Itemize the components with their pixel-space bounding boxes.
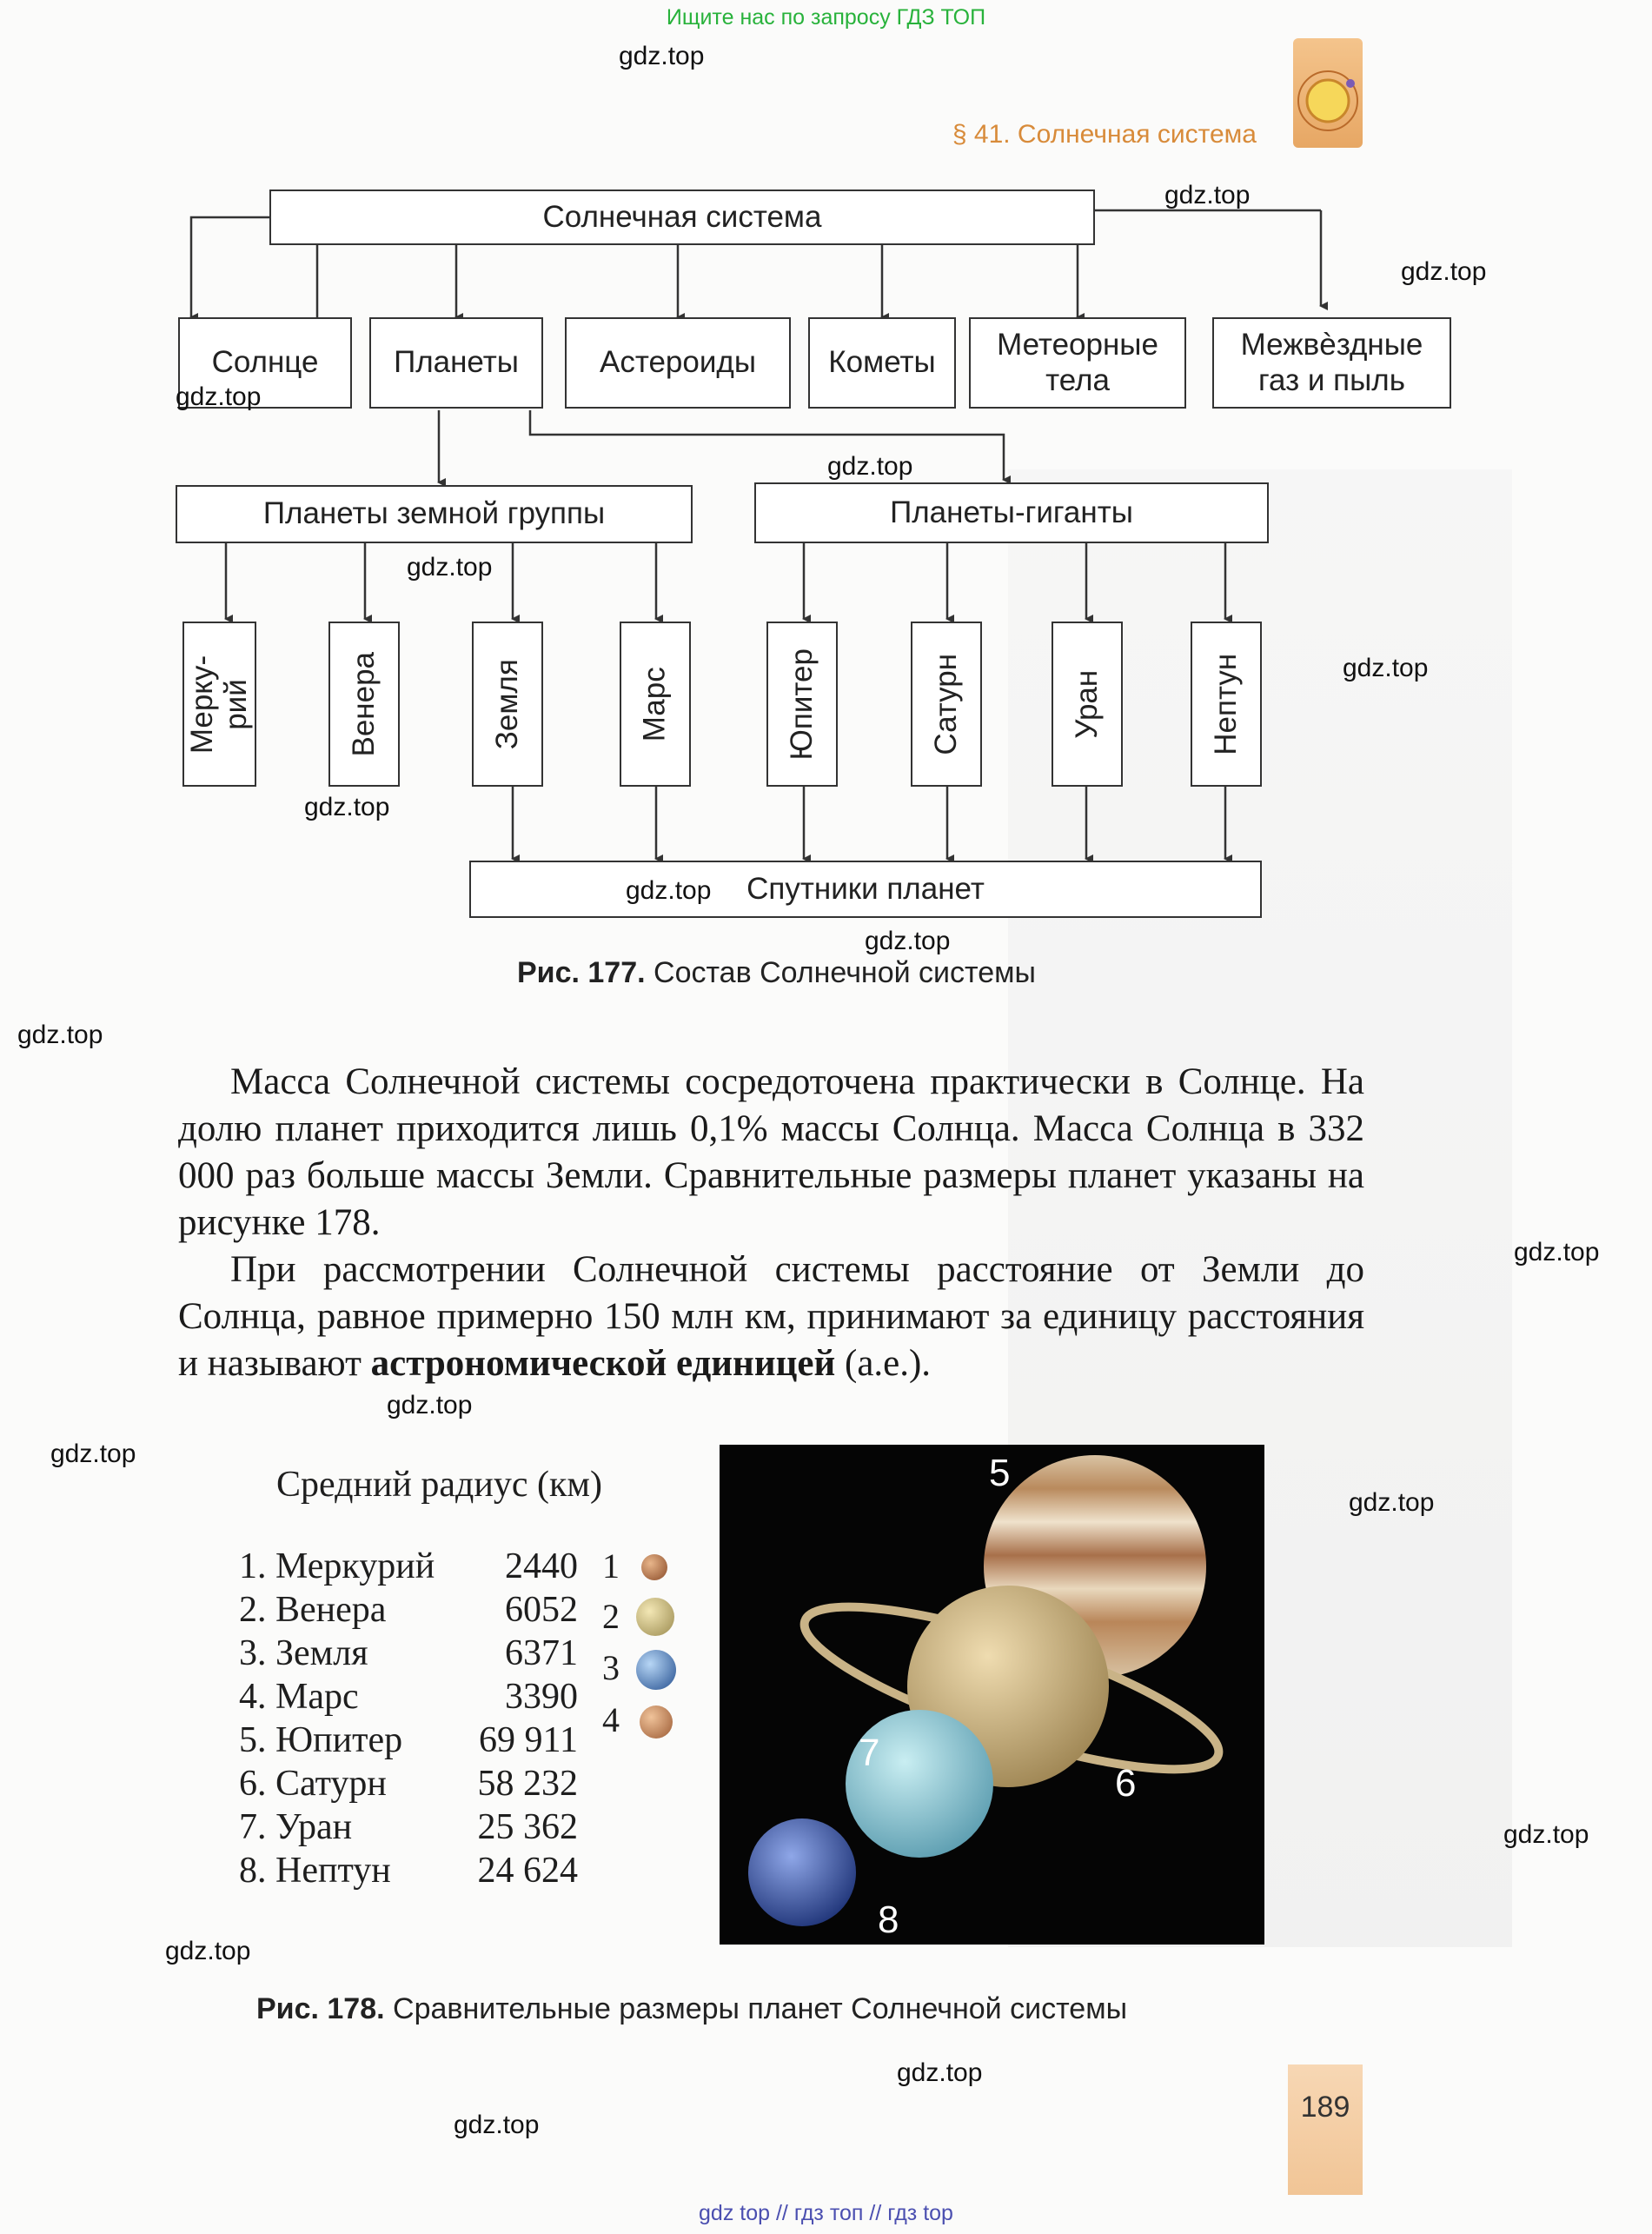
radius-value: 24 624 (477, 1851, 578, 1891)
radius-value: 6371 (505, 1633, 578, 1673)
giant-planets-photo (720, 1445, 1264, 1945)
watermark[interactable]: gdz.top (1401, 257, 1487, 286)
radius-value: 3390 (505, 1677, 578, 1717)
photo-label-6: 6 (1115, 1762, 1137, 1805)
watermark[interactable]: gdz.top (50, 1439, 136, 1468)
box-neptune (1191, 622, 1262, 787)
watermark[interactable]: gdz.top (17, 1021, 103, 1049)
figure-178-caption (256, 1992, 1127, 2026)
venus-label: Венера (346, 651, 381, 757)
mars-image (640, 1705, 673, 1739)
mercury-image (641, 1554, 667, 1580)
photo-label-8: 8 (878, 1898, 899, 1941)
planet-number-1: 1 (602, 1546, 620, 1586)
radius-row (239, 1806, 578, 1850)
photo-label-5: 5 (989, 1452, 1011, 1494)
body-text (178, 1059, 1364, 1387)
radius-row (239, 1676, 578, 1719)
paragraph-2 (178, 1247, 1364, 1387)
planet-number-4: 4 (602, 1700, 620, 1739)
figure-177-number: Рис. 177. (517, 956, 646, 989)
radius-planet-name: 1. Меркурий (239, 1546, 435, 1586)
figure-178-number: Рис. 178. (256, 1992, 385, 2025)
radius-planet-name: 2. Венера (239, 1590, 387, 1630)
mercury-label: Мерку-рий (185, 655, 253, 754)
box-saturn (911, 622, 982, 787)
saturn-label: Сатурн (928, 653, 963, 755)
neptune-image (748, 1818, 856, 1926)
box-venus (328, 622, 400, 787)
jupiter-label: Юпитер (784, 648, 819, 761)
gas-dust-label: Межвѐздные газ и пыль (1240, 328, 1423, 397)
bottom-banner[interactable]: gdz top // гдз топ // гдз top (699, 2201, 953, 2225)
box-comets: Кометы (808, 317, 956, 409)
top-banner[interactable]: Ищите нас по запросу ГДЗ ТОП (666, 5, 986, 30)
radius-planet-name: 6. Сатурн (239, 1764, 387, 1804)
radius-value: 25 362 (477, 1807, 578, 1847)
earth-image (636, 1650, 676, 1690)
box-uranus (1052, 622, 1123, 787)
radius-value: 58 232 (477, 1764, 578, 1804)
box-gas-dust (1212, 317, 1451, 409)
figure-177-text: Состав Солнечной системы (654, 956, 1036, 989)
box-jupiter (766, 622, 838, 787)
box-mercury (182, 622, 256, 787)
box-satellites: Спутники планет (469, 861, 1262, 918)
neptune-label: Нептун (1208, 653, 1243, 755)
box-meteors (969, 317, 1186, 409)
uranus-label: Уран (1069, 669, 1104, 739)
radius-row (239, 1632, 578, 1676)
radius-value: 2440 (505, 1546, 578, 1586)
radius-planet-name: 5. Юпитер (239, 1720, 403, 1760)
meteors-label: Метеорные тела (997, 328, 1158, 397)
photo-label-7: 7 (859, 1732, 880, 1774)
watermark[interactable]: gdz.top (1164, 181, 1251, 209)
watermark[interactable]: gdz.top (1514, 1238, 1600, 1267)
box-solar-system: Солнечная система (269, 189, 1095, 245)
watermark[interactable]: gdz.top (1349, 1488, 1435, 1517)
watermark[interactable]: gdz.top (626, 876, 712, 905)
radius-value: 6052 (505, 1590, 578, 1630)
planets-illustration (720, 1445, 1264, 1945)
radius-planet-name: 8. Нептун (239, 1851, 391, 1891)
radius-row (239, 1719, 578, 1763)
watermark[interactable]: gdz.top (454, 2111, 540, 2139)
venus-image (636, 1598, 674, 1636)
box-earth (472, 622, 543, 787)
radius-row (239, 1850, 578, 1893)
box-planets: Планеты (369, 317, 543, 409)
radius-row (239, 1546, 578, 1589)
box-terrestrial: Планеты земной группы (176, 485, 693, 543)
watermark[interactable]: gdz.top (1503, 1820, 1589, 1849)
watermark[interactable]: gdz.top (304, 793, 390, 821)
watermark[interactable]: gdz.top (387, 1391, 473, 1420)
page-number-tab (1288, 2064, 1363, 2195)
watermark[interactable]: gdz.top (165, 1937, 251, 1965)
radius-planet-name: 4. Марс (239, 1677, 359, 1717)
watermark[interactable]: gdz.top (619, 42, 705, 70)
watermark[interactable]: gdz.top (407, 553, 493, 582)
radius-title: Средний радиус (км) (276, 1465, 602, 1505)
radius-planet-name: 7. Уран (239, 1807, 353, 1847)
box-mars (620, 622, 691, 787)
radius-row (239, 1763, 578, 1806)
figure-177-caption (517, 956, 1036, 990)
watermark[interactable]: gdz.top (827, 452, 913, 481)
box-giants: Планеты-гиганты (754, 482, 1269, 543)
page-number: 189 (1300, 2091, 1350, 2124)
section-header: § 41. Солнечная система (952, 120, 1257, 149)
mars-label: Марс (637, 667, 672, 741)
radius-value: 69 911 (479, 1720, 578, 1760)
paragraph-2-text: При рассмотрении Солнечной системы расстояние от Земли до Солнца, равное примерно 150 млн км, принимают за единицу расстояния и называют (178, 1249, 1364, 1384)
figure-178-text: Сравнительные размеры планет Солнечной системы (393, 1992, 1128, 2025)
earth-label: Земля (489, 658, 524, 750)
astronomical-unit-term: астрономической единицей (370, 1343, 836, 1384)
watermark[interactable]: gdz.top (865, 927, 951, 955)
planet-number-2: 2 (602, 1597, 620, 1636)
box-sun: Солнце (178, 317, 352, 409)
radius-row (239, 1589, 578, 1632)
watermark[interactable]: gdz.top (176, 382, 262, 411)
watermark[interactable]: gdz.top (1343, 654, 1429, 682)
radius-planet-name: 3. Земля (239, 1633, 368, 1673)
box-asteroids: Астероиды (565, 317, 791, 409)
term-after: (а.е.). (845, 1343, 932, 1384)
planet-number-3: 3 (602, 1648, 620, 1687)
watermark[interactable]: gdz.top (897, 2058, 983, 2087)
paragraph-1: Масса Солнечной системы сосредоточена практически в Солнце. На долю планет приходится лишь 0,1% массы Солнца. Масса Солнца в 332 000 раз больше массы Земли. Сравнительные размеры планет указаны на рисунке 178. (178, 1061, 1364, 1243)
